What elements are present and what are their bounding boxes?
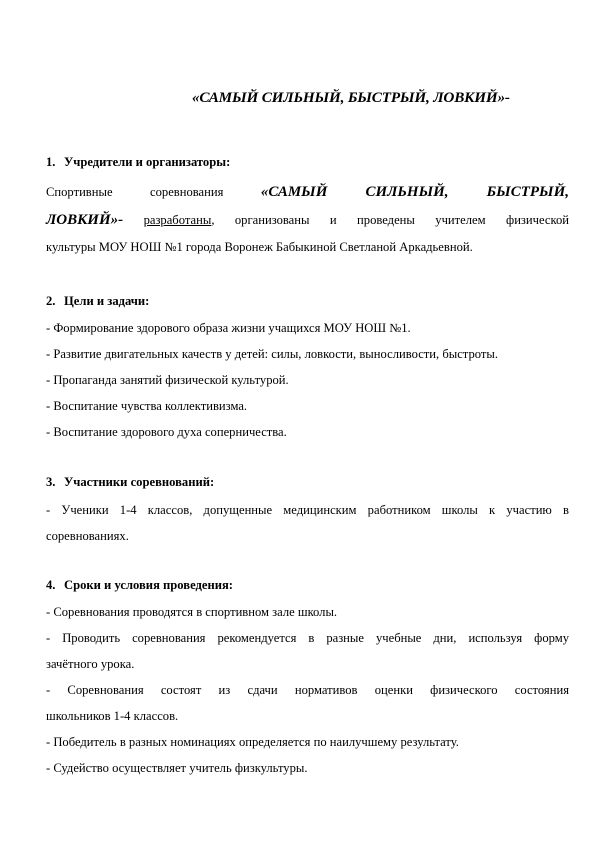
document-title: «САМЫЙ СИЛЬНЫЙ, БЫСТРЫЙ, ЛОВКИЙ»- [192, 89, 510, 106]
list-item: зачётного урока. [46, 657, 135, 671]
list-item: - Победитель в разных номинациях определяется по наилучшему результату. [46, 735, 459, 749]
section-1-line-3: культуры МОУ НОШ №1 города Воронеж Бабыкиной Светланой Аркадьевной. [46, 240, 473, 254]
list-item: - Соревнования проводятся в спортивном зале школы. [46, 605, 338, 619]
section-3-number: 3. [46, 475, 56, 489]
list-item: - Пропаганда занятий физической культурой. [46, 373, 289, 387]
intro-prefix: Спортивные соревнования [46, 185, 224, 199]
section-1-heading-text: Учредители и организаторы: [64, 155, 231, 169]
section-3-heading-text: Участники соревнований: [64, 475, 215, 489]
section-3-heading [46, 475, 214, 490]
list-item: соревнованиях. [46, 529, 129, 543]
section-4-heading-text: Сроки и условия проведения: [64, 578, 233, 592]
section-2-heading-text: Цели и задачи: [64, 294, 150, 308]
list-item: школьников 1-4 классов. [46, 709, 179, 723]
section-1-line-2 [46, 213, 569, 228]
intro-line-2-rest: , организованы и проведены учителем физической [211, 213, 569, 227]
section-1-line-1 [46, 185, 569, 200]
section-2-heading [46, 294, 149, 309]
section-4-number: 4. [46, 578, 56, 592]
intro-event-title: «САМЫЙ СИЛЬНЫЙ, БЫСТРЫЙ, [260, 184, 569, 200]
list-item: - Воспитание чувства коллективизма. [46, 399, 248, 413]
intro-underlined-word: разработаны [143, 213, 212, 227]
list-item: - Развитие двигательных качеств у детей: силы, ловкости, выносливости, быстроты. [46, 347, 498, 361]
list-item: - Проводить соревнования рекомендуется в разные учебные дни, используя форму [46, 631, 569, 645]
intro-event-title-end: ЛОВКИЙ»- [46, 212, 124, 228]
section-1-number: 1. [46, 155, 56, 169]
list-item: - Формирование здорового образа жизни учащихся МОУ НОШ №1. [46, 321, 411, 335]
section-4-heading [46, 578, 233, 593]
section-1-heading [46, 155, 230, 170]
list-item: - Воспитание здорового духа соперничества. [46, 425, 287, 439]
list-item: - Ученики 1-4 классов, допущенные медицинским работником школы к участию в [46, 503, 569, 517]
list-item: - Соревнования состоят из сдачи нормативов оценки физического состояния [46, 683, 569, 697]
section-2-number: 2. [46, 294, 56, 308]
list-item: - Судейство осуществляет учитель физкультуры. [46, 761, 308, 775]
